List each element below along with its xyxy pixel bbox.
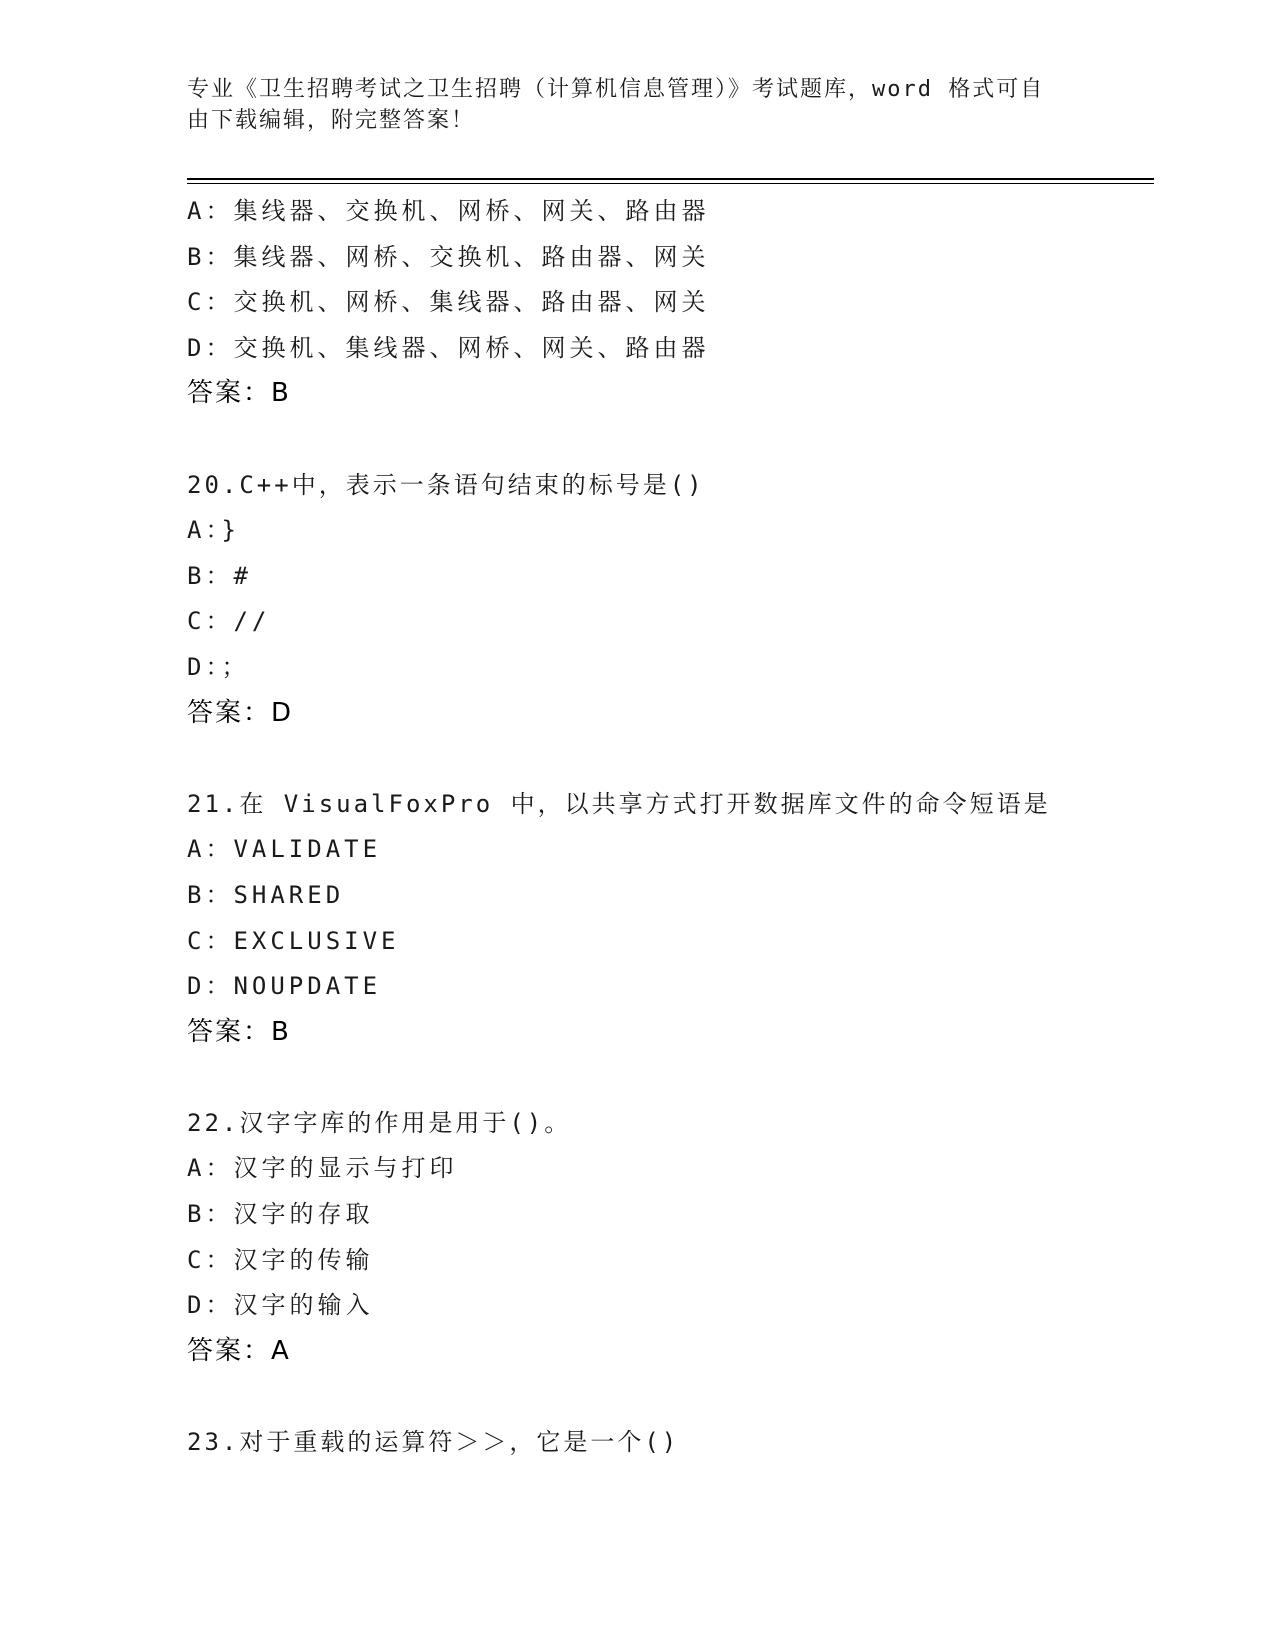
option-a: A：集线器、交换机、网桥、网关、路由器 — [187, 197, 710, 225]
question-text: 23.对于重载的运算符＞＞，它是一个() — [187, 1428, 680, 1457]
header-divider-thin — [187, 183, 1154, 184]
option-d: D：； — [187, 652, 250, 681]
header-line-1: 专业《卫生招聘考试之卫生招聘（计算机信息管理）》考试题库，word 格式可自 — [187, 77, 1045, 102]
question-block-20 — [187, 463, 1147, 737]
spacer — [187, 1374, 1147, 1420]
header-line-2: 由下载编辑，附完整答案！ — [187, 108, 476, 133]
question-block-21 — [187, 782, 1147, 1056]
option-c: C：汉字的传输 — [187, 1245, 374, 1274]
question-block-23 — [187, 1420, 1147, 1466]
option-b: B：汉字的存取 — [187, 1200, 374, 1229]
option-b: B：集线器、网桥、交换机、路由器、网关 — [187, 242, 710, 271]
answer: 答案：B — [187, 1016, 291, 1047]
header-divider-thick — [187, 178, 1154, 180]
option-a: A：汉字的显示与打印 — [187, 1154, 458, 1183]
option-a: A：VALIDATE — [187, 835, 382, 864]
option-c: C：EXCLUSIVE — [187, 926, 400, 955]
answer: 答案：D — [187, 697, 294, 728]
spacer — [187, 1055, 1147, 1101]
question-text: 22.汉字字库的作用是用于()。 — [187, 1108, 572, 1137]
question-text: 21.在 VisualFoxPro 中，以共享方式打开数据库文件的命令短语是 — [187, 789, 1051, 818]
spacer — [187, 736, 1147, 782]
option-d: D：汉字的输入 — [187, 1291, 374, 1320]
option-c: C：// — [187, 607, 271, 636]
question-text: 20.C++中，表示一条语句结束的标号是() — [187, 470, 705, 499]
answer: 答案：B — [187, 378, 291, 409]
question-block-19 — [187, 189, 1147, 417]
option-d: D：NOUPDATE — [187, 972, 382, 1001]
option-d: D：交换机、集线器、网桥、网关、路由器 — [187, 333, 710, 362]
option-c: C：交换机、网桥、集线器、路由器、网关 — [187, 288, 710, 317]
question-list — [187, 189, 1147, 1466]
answer: 答案：A — [187, 1335, 291, 1366]
question-block-22 — [187, 1101, 1147, 1375]
document-header — [187, 74, 1067, 136]
option-b: B：SHARED — [187, 880, 345, 909]
spacer — [187, 417, 1147, 463]
option-b: B：# — [187, 561, 252, 590]
option-a: A：} — [187, 516, 240, 545]
